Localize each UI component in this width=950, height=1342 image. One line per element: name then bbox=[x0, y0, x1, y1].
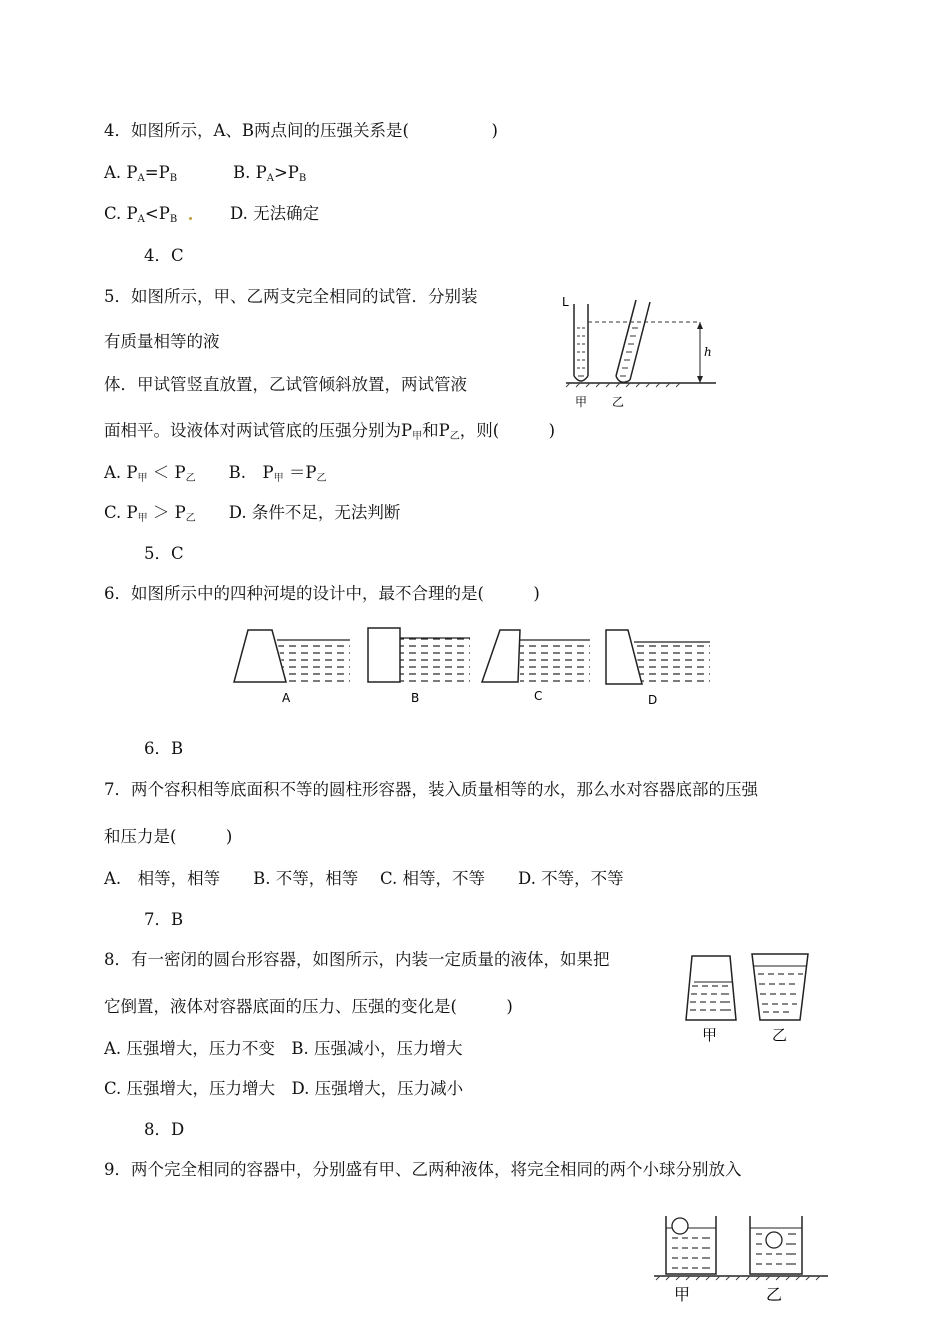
q6-river-dam-figure bbox=[228, 622, 718, 712]
q4-option-a: A. $P_A=P_B$ bbox=[104, 163, 178, 184]
q7-answer: 7．B bbox=[144, 910, 184, 929]
q4-option-c: C. $P_A<P_B$ bbox=[104, 204, 178, 225]
q9-ball-containers-figure bbox=[652, 1210, 832, 1306]
q5-label-h: h bbox=[704, 345, 712, 359]
q6-label-c: C bbox=[534, 689, 543, 703]
q8-label-yi: 乙 bbox=[772, 1026, 788, 1044]
q5-label-jia: 甲 bbox=[575, 395, 588, 409]
q5-test-tube-figure bbox=[560, 290, 720, 412]
q8-line1: 8．有一密闭的圆台形容器，如图所示，内装一定质量的液体，如果把 bbox=[104, 950, 610, 969]
stray-dot bbox=[189, 217, 192, 220]
q5-line4: 面相平。设液体对两试管底的压强分别为$P_甲$和$P_乙$，则( ) bbox=[104, 421, 556, 442]
q7-options: A. 相等，相等 B. 不等，相等 C. 相等，不等 D. 不等，不等 bbox=[104, 869, 624, 888]
q4-stem: 4．如图所示，A、B两点间的压强关系是( ) bbox=[104, 121, 498, 140]
q4-option-d: D. 无法确定 bbox=[230, 204, 320, 223]
q5-options-ab: A. $P_甲 < P_乙$ B. $P_甲 =P_乙$ bbox=[104, 463, 327, 484]
q4-option-b: B. $P_A>P_B$ bbox=[233, 163, 307, 184]
q5-line2: 有质量相等的液 bbox=[104, 332, 220, 351]
q8-line2: 它倒置，液体对容器底面的压力、压强的变化是( ) bbox=[104, 997, 513, 1016]
q6-stem: 6．如图所示中的四种河堤的设计中，最不合理的是( ) bbox=[104, 584, 540, 603]
svg-text:L: L bbox=[562, 295, 569, 309]
q8-frustum-figure bbox=[678, 946, 818, 1046]
q9-line1: 9．两个完全相同的容器中，分别盛有甲、乙两种液体，将完全相同的两个小球分别放入 bbox=[104, 1160, 742, 1179]
q5-answer: 5．C bbox=[144, 544, 184, 563]
q7-line2: 和压力是( ) bbox=[104, 827, 233, 846]
q6-answer: 6．B bbox=[144, 739, 184, 758]
q8-options-cd: C. 压强增大，压力增大 D. 压强增大，压力减小 bbox=[104, 1079, 464, 1098]
q6-label-a: A bbox=[282, 691, 291, 705]
q4-answer: 4．C bbox=[144, 246, 184, 265]
q5-line3: 体．甲试管竖直放置，乙试管倾斜放置，两试管液 bbox=[104, 375, 467, 394]
q8-label-jia: 甲 bbox=[702, 1026, 718, 1044]
q6-label-d: D bbox=[648, 693, 658, 707]
q9-label-jia: 甲 bbox=[674, 1285, 691, 1304]
q9-label-yi: 乙 bbox=[766, 1285, 783, 1304]
q5-options-cd: C. $P_甲 > P_乙$ D. 条件不足，无法判断 bbox=[104, 503, 401, 524]
q5-label-yi: 乙 bbox=[612, 395, 625, 409]
q6-label-b: B bbox=[411, 691, 420, 705]
q5-line1: 5．如图所示，甲、乙两支完全相同的试管．分别装 bbox=[104, 287, 478, 306]
q8-options-ab: A. 压强增大，压力不变 B. 压强减小，压力增大 bbox=[104, 1039, 463, 1058]
q8-answer: 8．D bbox=[144, 1120, 185, 1139]
q7-line1: 7．两个容积相等底面积不等的圆柱形容器，装入质量相等的水，那么水对容器底部的压强 bbox=[104, 780, 758, 799]
